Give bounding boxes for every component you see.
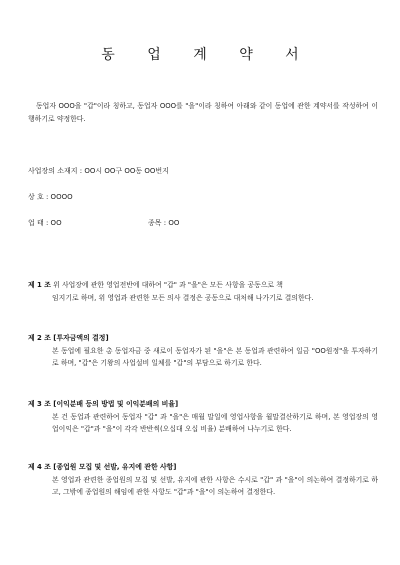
article-2-body: 본 동업에 필요한 총 동업자금 중 새로이 동업자가 된 "을"은 본 동업과 관련하여 일금 "OO원정"을 투자하기로 하며, "갑"은 기왕의 사업설비 일체를 "갑"의 부담으로 하기로 한다.	[52, 346, 378, 367]
trade-name: 상 호 : OOOO	[28, 193, 73, 201]
article-1-first-line: 위 사업장에 관한 영업전반에 대하여 "갑" 과 "을"은 모든 사항을 공동으로 책	[53, 281, 283, 289]
article-4-body: 본 영업과 관련한 종업원의 모집 및 선발, 유지에 관한 사항은 수시로 "갑" 과 "을"이 의논하여 결정하기로 하고, 그밖에 종업원의 해임에 관한 사항도 "갑"과 "을"이 의논하여 결정한다.	[52, 475, 378, 496]
business-type-row	[28, 218, 378, 228]
article-1-heading: 제 1 조	[28, 281, 51, 289]
article-4	[28, 461, 378, 499]
article-2-heading: 제 2 조 [투자금액의 결정]	[28, 334, 109, 342]
article-2	[28, 332, 378, 370]
article-3-body: 본 건 동업과 관련하여 동업자 "갑" 과 "을"은 매월 말일에 영업사항을 월말결산하기로 하며, 본 영업장의 영업이익은 "갑"과 "을"이 각각 반반씩(오십대 오십 비율) 분배하여 나누기로 한다.	[52, 412, 378, 433]
article-3	[28, 398, 378, 436]
business-address: 사업장의 소재지 : OO시 OO구 OO동 OO번지	[28, 167, 169, 175]
article-1	[28, 279, 378, 304]
intro-paragraph: 동업자 OOO을 "갑"이라 칭하고, 동업자 OOO를 "을"이라 칭하여 아래와 같이 동업에 관한 계약서를 작성하여 이행하기로 약정한다.	[28, 102, 378, 123]
article-1-body: 임지기로 하며, 위 영업과 관련한 모든 의사 결정은 공동으로 대처해 나가기로 결의한다.	[52, 293, 314, 302]
business-item: 종목 : OO	[148, 219, 180, 227]
business-type: 업 태 : OO	[28, 219, 62, 227]
article-3-heading: 제 3 조 [이익분배 등의 방법 및 이익분배의 비율]	[28, 400, 179, 408]
document-title: 동 업 계 약 서	[101, 47, 313, 63]
article-4-heading: 제 4 조 [종업원 모집 및 선발, 유지에 관한 사항]	[28, 463, 177, 471]
